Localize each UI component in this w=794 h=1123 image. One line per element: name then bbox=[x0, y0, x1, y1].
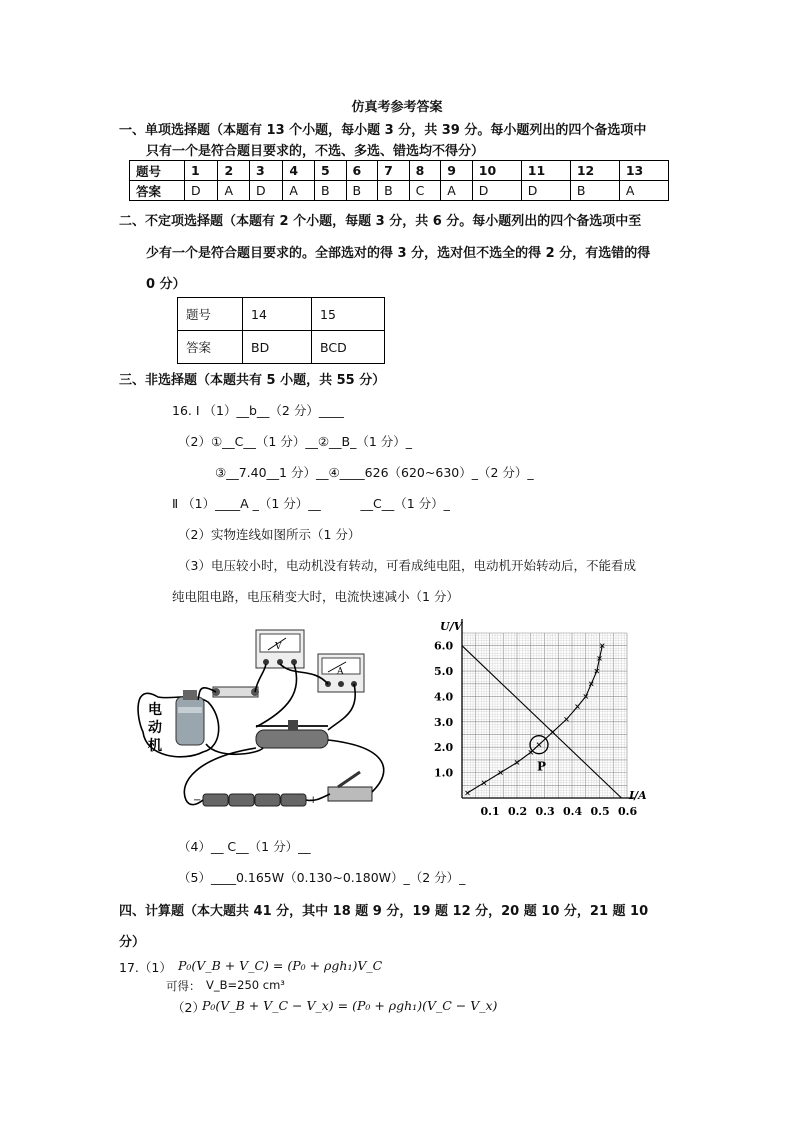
row-label-answer: 答案 bbox=[178, 331, 243, 364]
page-title: 仿真考参考答案 bbox=[351, 100, 443, 115]
answer-cell: B bbox=[346, 181, 378, 201]
question-number: 15 bbox=[312, 298, 385, 331]
q16-line1: 16. Ⅰ （1）__b__（2 分）____ bbox=[172, 403, 344, 418]
x-tick-label: 0.3 bbox=[535, 805, 555, 818]
table-row-answers bbox=[130, 181, 669, 201]
q16-line3: ③__7.40__1 分）__④____626（620~630）_（2 分）_ bbox=[215, 465, 534, 480]
battery-plus: + bbox=[309, 795, 318, 806]
question-number: 13 bbox=[619, 161, 668, 181]
q17-equation-2: P₀(V_B + V_C − V_x) = (P₀ + ρgh₁)(V_C − V_x) bbox=[202, 998, 498, 1013]
question-number: 7 bbox=[378, 161, 410, 181]
q16-line7: 纯电阻电路，电压稍变大时，电流快速减小（1 分） bbox=[172, 589, 459, 604]
q16-line6: （3）电压较小时，电动机没有转动，可看成纯电阻，电动机开始转动后，不能看成 bbox=[178, 558, 636, 573]
answer-cell: A bbox=[283, 181, 315, 201]
motor-label-char-3: 机 bbox=[148, 738, 162, 754]
answer-cell: BCD bbox=[312, 331, 385, 364]
x-tick-label: 0.6 bbox=[618, 805, 638, 818]
answer-cell: A bbox=[619, 181, 668, 201]
table-row-questions bbox=[130, 161, 669, 181]
question-number: 10 bbox=[472, 161, 521, 181]
q17-part1-label: 17.（1） bbox=[119, 960, 172, 975]
battery-pack-icon bbox=[193, 794, 317, 806]
section4-heading-line2: 分） bbox=[119, 935, 146, 950]
row-label-question: 题号 bbox=[130, 161, 185, 181]
circuit-diagram bbox=[128, 622, 398, 822]
multi-choice-answer-table bbox=[177, 297, 385, 364]
q17-part2-label: （2） bbox=[172, 1000, 205, 1015]
question-number: 12 bbox=[570, 161, 619, 181]
q17-equation-1: P₀(V_B + V_C) = (P₀ + ρgh₁)V_C bbox=[178, 958, 383, 973]
answer-cell: D bbox=[249, 181, 282, 201]
resistor-holder-icon bbox=[212, 687, 259, 697]
q17-result-prefix: 可得： bbox=[166, 979, 201, 993]
section2-heading-line3: 0 分） bbox=[146, 277, 186, 292]
q16-line9: （5）____0.165W（0.130~0.180W）_（2 分）_ bbox=[178, 870, 466, 885]
y-tick-label: 6.0 bbox=[434, 639, 454, 653]
y-tick-label: 1.0 bbox=[434, 766, 454, 780]
section2-heading-line2: 少有一个是符合题目要求的。全部选对的得 3 分，选对但不选全的得 2 分，有选错的得 bbox=[146, 246, 651, 261]
row-label-question: 题号 bbox=[178, 298, 243, 331]
answer-cell: B bbox=[314, 181, 346, 201]
y-tick-label: 4.0 bbox=[434, 690, 454, 704]
q16-line4: Ⅱ （1）____A _（1 分）__ __C__（1 分）_ bbox=[172, 496, 450, 511]
answer-cell: A bbox=[441, 181, 473, 201]
section1-heading-line2: 只有一个是符合题目要求的，不选、多选、错选均不得分） bbox=[146, 144, 485, 159]
q16-line8: （4）__ C__（1 分）__ bbox=[178, 839, 311, 854]
answer-cell: B bbox=[378, 181, 410, 201]
question-number: 11 bbox=[521, 161, 570, 181]
x-tick-label: 0.4 bbox=[563, 805, 583, 818]
battery-minus: − bbox=[193, 795, 202, 806]
section1-heading-line1: 一、单项选择题（本题有 13 个小题，每小题 3 分，共 39 分。每小题列出的四个备选项中 bbox=[119, 123, 647, 138]
ammeter-label: A bbox=[337, 667, 344, 677]
y-tick-label: 5.0 bbox=[434, 665, 454, 679]
question-number: 8 bbox=[409, 161, 441, 181]
q16-line5: （2）实物连线如图所示（1 分） bbox=[178, 527, 361, 542]
question-number: 4 bbox=[283, 161, 315, 181]
motor-icon bbox=[176, 690, 204, 745]
y-tick-label: 3.0 bbox=[434, 715, 454, 729]
q16-line2: （2）①__C__（1 分）__②__B_（1 分）_ bbox=[178, 434, 413, 449]
question-number: 9 bbox=[441, 161, 473, 181]
voltmeter-icon bbox=[256, 630, 304, 668]
section3-heading: 三、非选择题（本题共有 5 小题，共 55 分） bbox=[119, 373, 386, 388]
row-label-answer: 答案 bbox=[130, 181, 185, 201]
answer-cell: D bbox=[185, 181, 218, 201]
table-row-questions bbox=[178, 298, 385, 331]
x-tick-label: 0.2 bbox=[508, 805, 528, 818]
question-number: 6 bbox=[346, 161, 378, 181]
question-number: 3 bbox=[249, 161, 282, 181]
x-axis-label: I/A bbox=[629, 789, 647, 802]
answer-cell: B bbox=[570, 181, 619, 201]
voltmeter-label: V bbox=[275, 642, 282, 652]
single-choice-answer-table bbox=[129, 160, 669, 201]
ui-chart bbox=[432, 615, 662, 827]
question-number: 14 bbox=[243, 298, 312, 331]
question-number: 5 bbox=[314, 161, 346, 181]
answer-cell: D bbox=[521, 181, 570, 201]
ammeter-icon bbox=[318, 654, 364, 692]
motor-label-char-2: 动 bbox=[148, 720, 162, 736]
table-row-answers bbox=[178, 331, 385, 364]
answer-cell: BD bbox=[243, 331, 312, 364]
rheostat-icon bbox=[256, 720, 328, 748]
question-number: 1 bbox=[185, 161, 218, 181]
point-p-label: P bbox=[537, 759, 547, 774]
answer-cell: D bbox=[472, 181, 521, 201]
x-tick-label: 0.5 bbox=[590, 805, 610, 818]
answer-cell: A bbox=[218, 181, 250, 201]
motor-label-char-1: 电 bbox=[148, 702, 162, 718]
x-tick-label: 0.1 bbox=[480, 805, 500, 818]
section2-heading-line1: 二、不定项选择题（本题有 2 个小题，每题 3 分，共 6 分。每小题列出的四个备选项中至 bbox=[119, 214, 642, 229]
answer-cell: C bbox=[409, 181, 441, 201]
section4-heading-line1: 四、计算题（本大题共 41 分，其中 18 题 9 分，19 题 12 分，20 题 10 分，21 题 10 bbox=[119, 904, 649, 919]
question-number: 2 bbox=[218, 161, 250, 181]
switch-icon bbox=[328, 772, 372, 801]
q17-result: V_B=250 cm³ bbox=[206, 978, 285, 992]
y-axis-label: U/V bbox=[440, 620, 463, 633]
y-tick-label: 2.0 bbox=[434, 741, 454, 755]
